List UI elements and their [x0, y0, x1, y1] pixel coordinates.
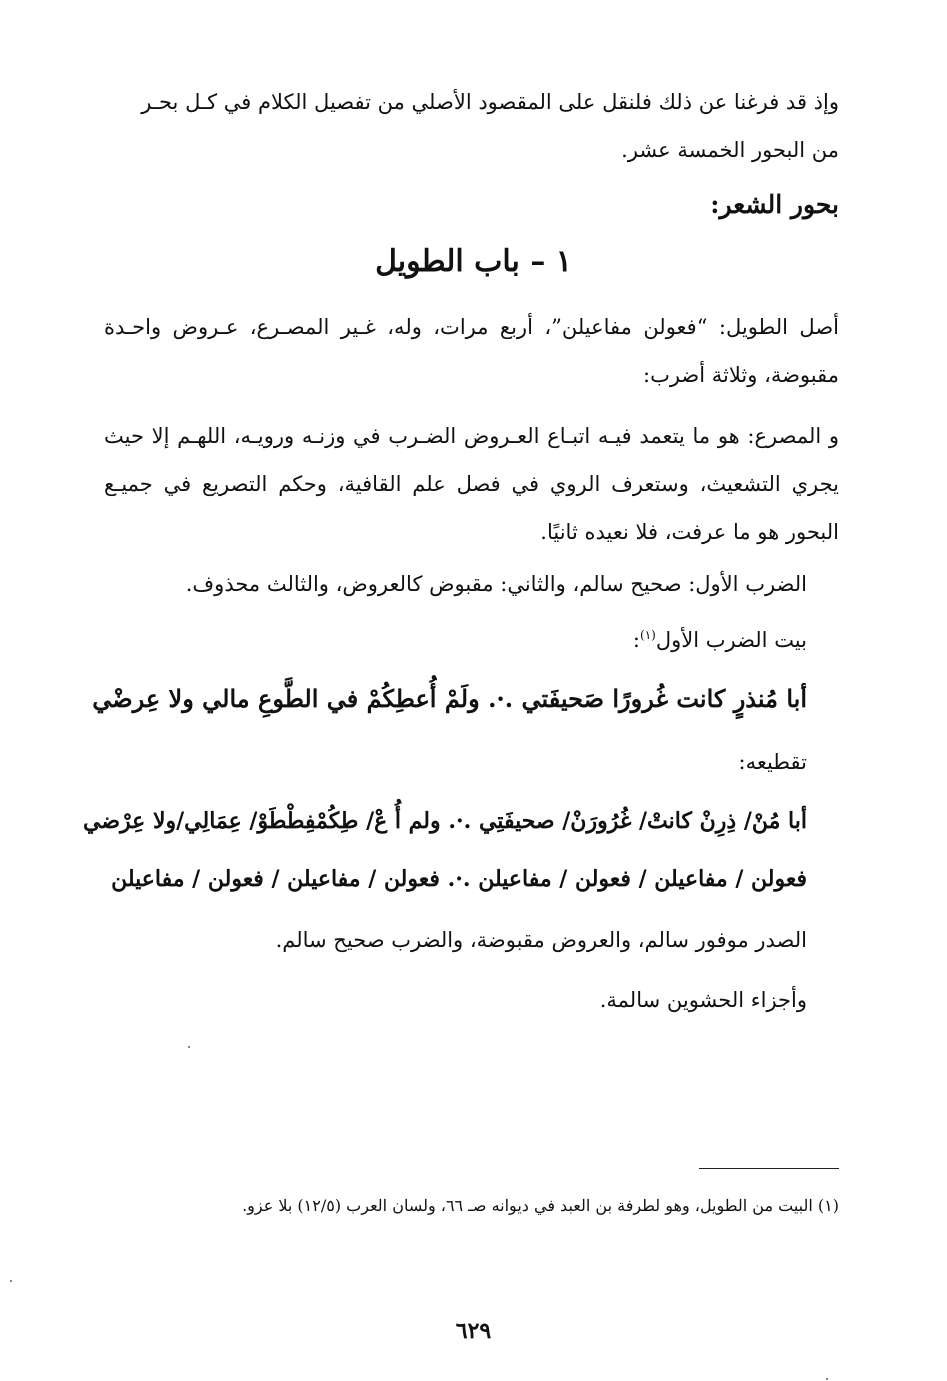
page-number: ٦٢٩ — [455, 1318, 492, 1344]
analysis-line-1: الصدر موفور سالم، والعروض مقبوضة، والضرب صحيح سالم. — [275, 928, 807, 952]
scansion-line — [83, 808, 807, 834]
meter-first: فعولن / مفاعيلن / فعولن / مفاعيلن — [478, 866, 807, 892]
meter-second: فعولن / مفاعيلن / فعولن / مفاعيلن — [111, 866, 440, 892]
chapter-title: ١ – باب الطويل — [375, 244, 572, 279]
verse-separator: .·. — [488, 684, 514, 713]
scansion-separator: .·. — [448, 808, 472, 834]
taqti-label: تقطيعه: — [738, 750, 807, 774]
intro-line-2: من البحور الخمسة عشر. — [621, 138, 839, 162]
intro-paragraph — [104, 78, 839, 174]
scan-speck — [826, 1378, 828, 1380]
meter-separator: .·. — [447, 866, 471, 892]
bayt-label-text: بيت الضرب الأول — [655, 628, 807, 652]
verse-line — [92, 684, 807, 713]
footnote-divider — [699, 1168, 839, 1169]
verse-first-hemistich: أبا مُنذرٍ كانت غُرورًا صَحيفَتي — [521, 684, 807, 713]
definition-paragraph: أصل الطويل: “فعولن مفاعيلن”، أربع مرات، وله، غـير المصـرع، عـروض واحـدة مقبوضة، وثلاثة أضرب: — [104, 315, 839, 387]
scan-speck — [10, 1280, 12, 1282]
footnote-reference[interactable]: (١) — [640, 628, 656, 642]
footnote: (١) البيت من الطويل، وهو لطرفة بن العبد في ديوانه صـ ٦٦، ولسان العرب (١٢/٥) بلا عزو. — [242, 1196, 839, 1215]
scansion-first: أبا مُنْ/ ذِرِنْ كانتْ/ غُرُورَنْ/ صحيفَتِي — [478, 808, 807, 834]
bayt-label-colon: : — [632, 628, 640, 652]
analysis-line-2: وأجزاء الحشوين سالمة. — [599, 988, 807, 1012]
scansion-second: ولم أُ عْ/ طِكُمْفِطْطَوْ/ عِمَالِي/ولا عِرْضي — [83, 808, 441, 834]
musarra-paragraph: و المصرع: هو ما يتعمد فيـه اتبـاع العـروض الضـرب في وزنـه ورويـه، اللهـم إلا حيث يجري التشعيث، وستعرف الروي في فصل علم القافية، وحكم التصريع في جميـع البحور هو ما عرفت، فلا نعيده ثانيًا. — [104, 424, 839, 544]
verse-second-hemistich: ولَمْ أُعطِكُمْ في الطَّوعِ مالي ولا عِرضْي — [92, 684, 480, 713]
meter-line — [111, 866, 807, 892]
intro-line-1: وإذ قد فرغنا عن ذلك فلنقل على المقصود الأصلي من تفصيل الكلام في كـل بحـر — [141, 90, 839, 114]
darb-description: الضرب الأول: صحيح سالم، والثاني: مقبوض كالعروض، والثالث محذوف. — [185, 572, 807, 596]
bayt-label — [633, 628, 807, 652]
section-heading: بحور الشعر: — [710, 190, 839, 219]
scan-speck — [188, 1046, 190, 1048]
